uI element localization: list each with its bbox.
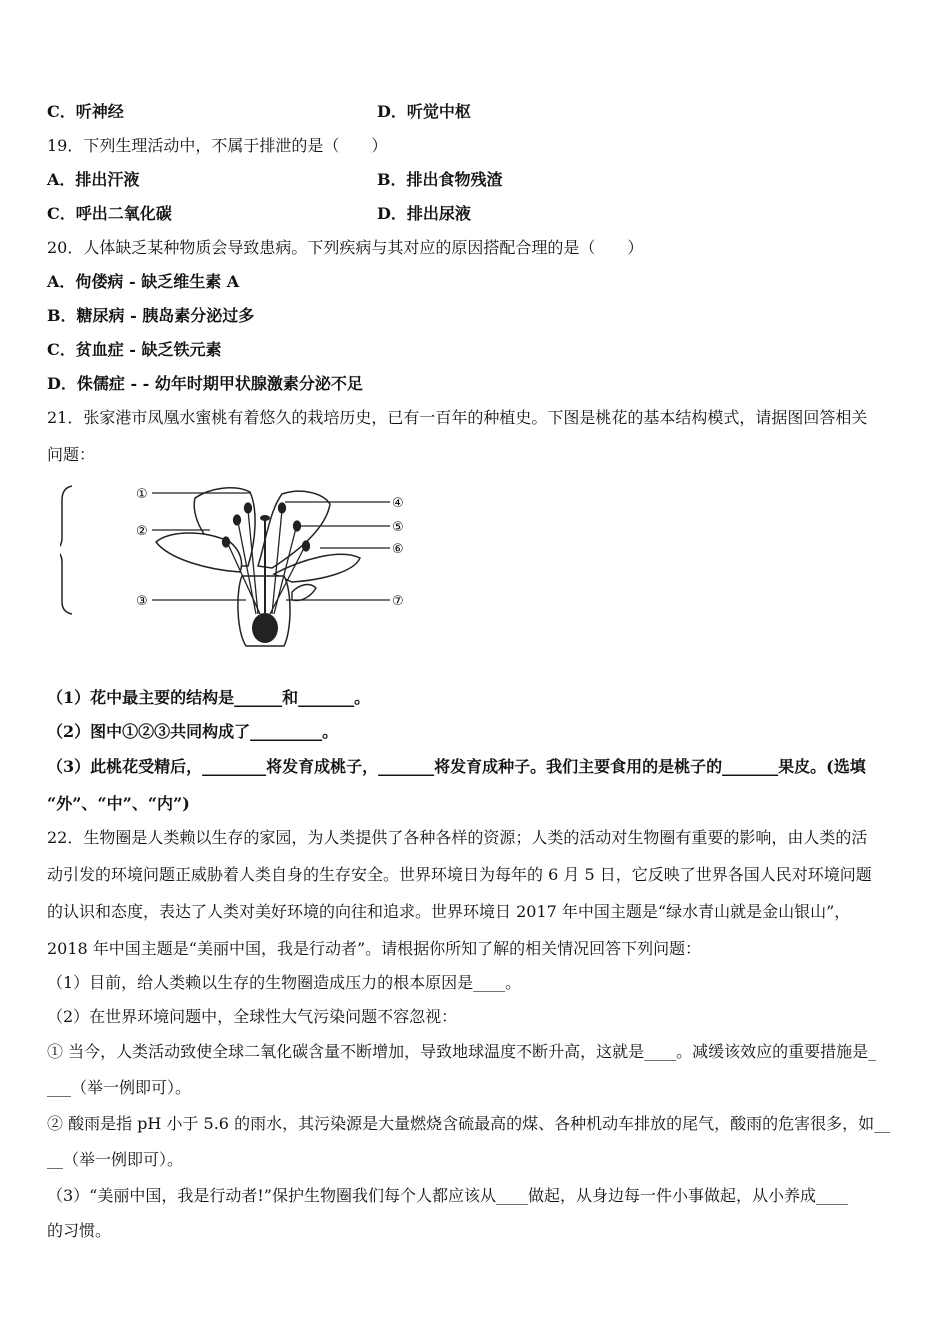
q22-sub3-line2: 的习惯。: [47, 1221, 112, 1240]
q21-sub3-line2: “外”、“中”、“内”): [47, 794, 190, 813]
sepal: [292, 585, 316, 601]
q18-option-c: C．听神经: [47, 102, 124, 121]
ovary: [252, 613, 278, 643]
label-2: ②: [136, 524, 148, 539]
bracket: [60, 486, 72, 614]
q19-option-b: B．排出食物残渣: [377, 170, 503, 189]
q19-option-a: A．排出汗液: [47, 170, 140, 189]
q20-stem: 20．人体缺乏某种物质会导致患病。下列疾病与其对应的原因搭配合理的是（ ）: [47, 238, 644, 257]
q20-option-c: C．贫血症 - 缺乏铁元素: [47, 340, 222, 359]
label-5: ⑤: [392, 520, 404, 535]
peach-flower-diagram: [60, 480, 420, 655]
label-6: ⑥: [392, 542, 404, 557]
q21-sub1: （1）花中最主要的结构是______和_______。: [47, 688, 371, 707]
q21-stem-line2: 问题：: [47, 445, 96, 464]
stigma: [260, 515, 270, 521]
q21-stem-line1: 21．张家港市凤凰水蜜桃有着悠久的栽培历史，已有一百年的种植史。下图是桃花的基本结构模式，请据图回答相关: [47, 408, 868, 427]
q22-sub2a-line1: ① 当今，人类活动致使全球二氧化碳含量不断增加，导致地球温度不断升高，这就是____。减缓该效应的重要措施是_: [47, 1042, 877, 1061]
label-7: ⑦: [392, 594, 404, 609]
q22-sub2: （2）在世界环境问题中，全球性大气污染问题不容忽视：: [47, 1007, 458, 1026]
q19-stem: 19．下列生理活动中，不属于排泄的是（ ）: [47, 136, 388, 155]
q22-para-line4: 2018 年中国主题是“美丽中国，我是行动者”。请根据你所知了解的相关情况回答下列问题：: [47, 939, 702, 958]
label-4: ④: [392, 496, 404, 511]
label-1: ①: [136, 487, 148, 502]
label-3: ③: [136, 594, 148, 609]
q22-sub3-line1: （3）“美丽中国，我是行动者!”保护生物圈我们每个人都应该从____做起，从身边每一件小事做起，从小养成____: [47, 1186, 848, 1205]
q20-option-a: A．佝偻病 - 缺乏维生素 A: [47, 272, 240, 291]
q20-option-d: D．侏儒症 - - 幼年时期甲状腺激素分泌不足: [47, 374, 363, 393]
q22-sub1: （1）目前，给人类赖以生存的生物圈造成压力的根本原因是____。: [47, 973, 522, 992]
q21-sub2: （2）图中①②③共同构成了_________。: [47, 722, 339, 741]
q19-option-c: C．呼出二氧化碳: [47, 204, 172, 223]
q22-para-line1: 22．生物圈是人类赖以生存的家园，为人类提供了各种各样的资源；人类的活动对生物圈有重要的影响，由人类的活: [47, 828, 868, 847]
q22-sub2b-line2: __（举一例即可）。: [47, 1150, 184, 1169]
q22-para-line3: 的认识和态度，表达了人类对美好环境的向往和追求。世界环境日 2017 年中国主题是“绿水青山就是金山银山”，: [47, 902, 851, 921]
q22-para-line2: 动引发的环境问题正威胁着人类自身的生存安全。世界环境日为每年的 6 月 5 日，它反映了世界各国人民对环境问题: [47, 865, 872, 884]
q20-option-b: B．糖尿病 - 胰岛素分泌过多: [47, 306, 255, 325]
q22-sub2b-line1: ② 酸雨是指 pH 小于 5.6 的雨水，其污染源是大量燃烧含硫最高的煤、各种机动车排放的尾气，酸雨的危害很多，如__: [47, 1114, 891, 1133]
q18-option-d: D．听觉中枢: [377, 102, 471, 121]
q21-sub3-line1: （3）此桃花受精后，________将发育成桃子，_______将发育成种子。我们主要食用的是桃子的_______果皮。(选填: [47, 757, 866, 776]
q19-option-d: D．排出尿液: [377, 204, 471, 223]
q22-sub2a-line2: ___（举一例即可）。: [47, 1078, 192, 1097]
